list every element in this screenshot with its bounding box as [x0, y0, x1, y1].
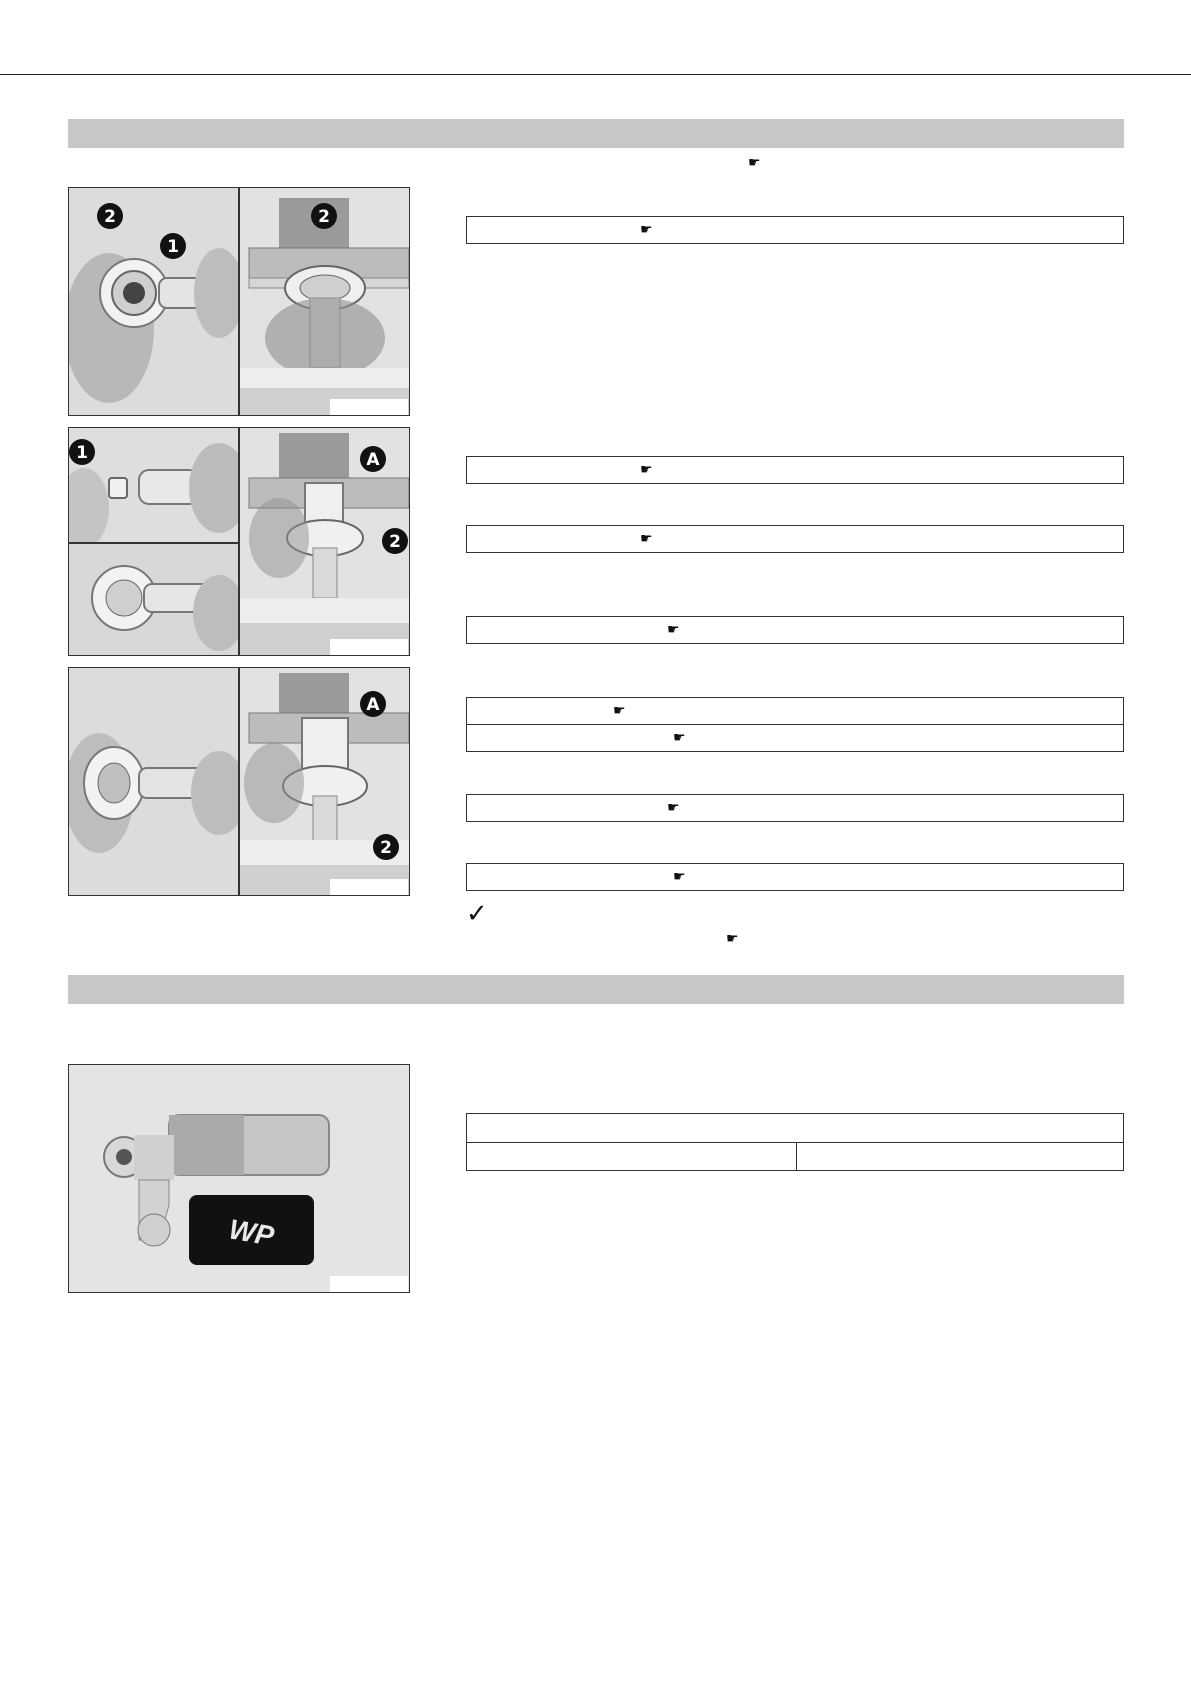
tool-reference-box [466, 216, 1124, 244]
callout-badge [381, 527, 411, 557]
pointing-hand-icon: ☛ [726, 930, 739, 946]
callout-badge [68, 438, 98, 468]
callout-label: A [366, 450, 380, 470]
header-rule [0, 74, 1191, 75]
pointing-hand-icon: ☛ [640, 221, 653, 237]
figure-4-image [68, 1064, 410, 1293]
callout-badge [310, 202, 340, 232]
callout-badge [359, 445, 389, 475]
callout-label: 2 [389, 532, 401, 552]
spec-table-row-divider [467, 1142, 1123, 1143]
callout-badge [96, 202, 126, 232]
callout-badge [372, 833, 402, 863]
figure-4-id-tag [330, 1276, 408, 1292]
callout-label: 1 [167, 237, 179, 257]
check-icon: ✓ [466, 898, 488, 928]
section-heading-bar-2 [68, 975, 1124, 1004]
callout-label: 1 [76, 443, 88, 463]
callout-badge [159, 232, 189, 262]
tool-reference-box [466, 525, 1124, 553]
tool-reference-box [466, 616, 1124, 644]
tool-reference-box [466, 697, 1124, 725]
pointing-hand-icon: ☛ [748, 154, 761, 170]
pointing-hand-icon: ☛ [667, 799, 680, 815]
pointing-hand-icon: ☛ [613, 702, 626, 718]
pointing-hand-icon: ☛ [640, 530, 653, 546]
figure-3-id-tag [330, 879, 408, 895]
callout-label: 2 [380, 838, 392, 858]
tool-reference-box [466, 456, 1124, 484]
callout-label: 2 [318, 207, 330, 227]
figure-1-id-tag [330, 399, 408, 415]
callout-label: 2 [104, 207, 116, 227]
figure-2-id-tag [330, 639, 408, 655]
pointing-hand-icon: ☛ [673, 868, 686, 884]
tool-reference-box [466, 794, 1124, 822]
pointing-hand-icon: ☛ [640, 461, 653, 477]
pointing-hand-icon: ☛ [667, 621, 680, 637]
tool-reference-box [466, 863, 1124, 891]
spec-table [466, 1113, 1124, 1171]
callout-label: A [366, 695, 380, 715]
callout-badge [359, 690, 389, 720]
spec-table-col-divider [796, 1142, 797, 1170]
pointing-hand-icon: ☛ [673, 729, 686, 745]
wp-logo-text: WP [226, 1213, 277, 1252]
section-heading-bar-1 [68, 119, 1124, 148]
tool-reference-box [466, 724, 1124, 752]
